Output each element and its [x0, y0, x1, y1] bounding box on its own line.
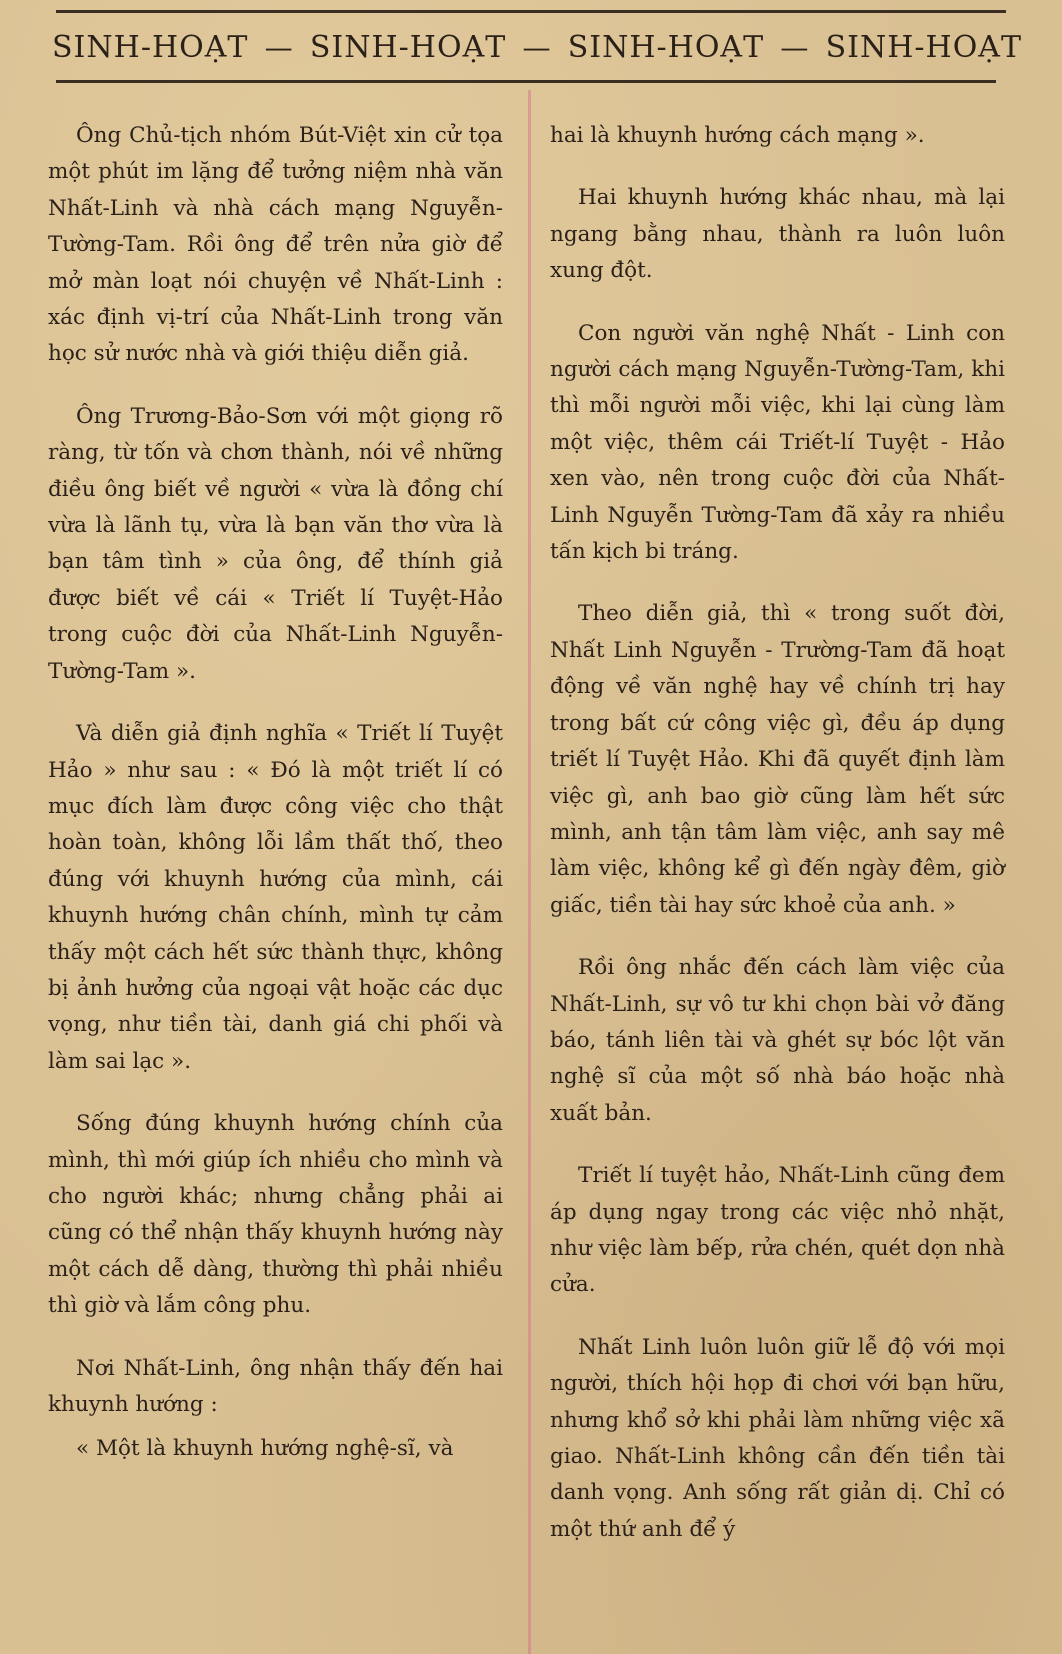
paragraph: Sống đúng khuynh hướng chính của mình, thì mới giúp ích nhiều cho mình và cho người khác; nhưng chẳng phải ai cũng có thể nhận thấy khuynh hướng này một cách dễ dàng, thường thì phải nhiều thì giờ và lắm công phu.	[48, 1111, 503, 1319]
left-column	[48, 118, 503, 1468]
paragraph: Ông Trương-Bảo-Sơn với một giọng rõ ràng, từ tốn và chơn thành, nói về những điều ông biết về người « vừa là đồng chí vừa là lãnh tụ, vừa là bạn văn thơ vừa là bạn tâm tình » của ông, để thính giả được biết về cái « Triết lí Tuyệt-Hảo trong cuộc đời của Nhất-Linh Nguyễn-Tường-Tam ».	[48, 403, 503, 684]
right-column	[550, 118, 1005, 1548]
paragraph-continuation: hai là khuynh hướng cách mạng ».	[550, 123, 925, 148]
column-divider	[528, 90, 531, 1654]
paragraph: Con người văn nghệ Nhất - Linh con người cách mạng Nguyễn-Tường-Tam, khi thì mỗi người mỗi việc, khi lại cùng làm một việc, thêm cái Triết-lí Tuyệt - Hảo xen vào, nên trong cuộc đời của Nhất-Linh Nguyễn Tường-Tam đã xảy ra nhiều tấn kịch bi tráng.	[550, 320, 1005, 565]
header-bottom-rule	[56, 80, 996, 83]
paragraph: Rồi ông nhắc đến cách làm việc của Nhất-Linh, sự vô tư khi chọn bài vở đăng báo, tánh liên tài và ghét sự bóc lột văn nghệ sĩ của một số nhà báo hoặc nhà xuất bản.	[550, 955, 1005, 1126]
paragraph: « Một là khuynh hướng nghệ-sĩ, và	[76, 1436, 454, 1462]
header-top-rule	[56, 10, 1006, 13]
paragraph: Nhất Linh luôn luôn giữ lễ độ với mọi người, thích hội họp đi chơi với bạn hữu, nhưng khổ sở khi phải làm những việc xã giao. Nhất-Linh không cần đến tiền tài danh vọng. Anh sống rất giản dị. Chỉ có một thứ anh để ý	[550, 1334, 1005, 1542]
paragraph: Và diễn giả định nghĩa « Triết lí Tuyệt Hảo » như sau : « Đó là một triết lí có mục đích làm được công việc cho thật hoàn toàn, không lỗi lầm thất thố, theo đúng với khuynh hướng của mình, cái khuynh hướng chân chính, mình tự cảm thấy một cách hết sức thành thực, không bị ảnh hưởng của ngoại vật hoặc các dục vọng, như tiền tài, danh giá chi phối và làm sai lạc ».	[48, 721, 503, 1074]
header-item: SINH-HOẠT	[825, 29, 1022, 65]
header-separator: —	[780, 30, 810, 64]
header-separator: —	[522, 30, 552, 64]
paragraph: Triết lí tuyệt hảo, Nhất-Linh cũng đem áp dụng ngay trong các việc nhỏ nhặt, như việc làm bếp, rửa chén, quét dọn nhà cửa.	[550, 1163, 1005, 1298]
paragraph: Nơi Nhất-Linh, ông nhận thấy đến hai khuynh hướng :	[48, 1355, 503, 1417]
paragraph: Theo diễn giả, thì « trong suốt đời, Nhất Linh Nguyễn - Trường-Tam đã hoạt động về văn nghệ hay về chính trị hay trong bất cứ công việc gì, đều áp dụng triết lí Tuyệt Hảo. Khi đã quyết định làm việc gì, anh bao giờ cũng làm hết sức mình, anh tận tâm làm việc, anh say mê làm việc, không kể gì đến ngày đêm, giờ giấc, tiền tài hay sức khoẻ của anh. »	[550, 601, 1005, 918]
header-item: SINH-HOẠT	[309, 29, 507, 65]
running-header	[52, 24, 1022, 70]
paragraph: Ông Chủ-tịch nhóm Bút-Việt xin cử tọa một phút im lặng để tưởng niệm nhà văn Nhất-Linh và nhà cách mạng Nguyễn-Tường-Tam. Rồi ông để trên nửa giờ để mở màn loạt nói chuyện về Nhất-Linh : xác định vị-trí của Nhất-Linh trong văn học sử nước nhà và giới thiệu diễn giả.	[48, 123, 503, 367]
paragraph: Hai khuynh hướng khác nhau, mà lại ngang bằng nhau, thành ra luôn luôn xung đột.	[550, 185, 1005, 284]
header-separator: —	[264, 30, 294, 64]
header-item: SINH-HOẠT	[567, 29, 765, 65]
header-item: SINH-HOẠT	[52, 29, 249, 65]
